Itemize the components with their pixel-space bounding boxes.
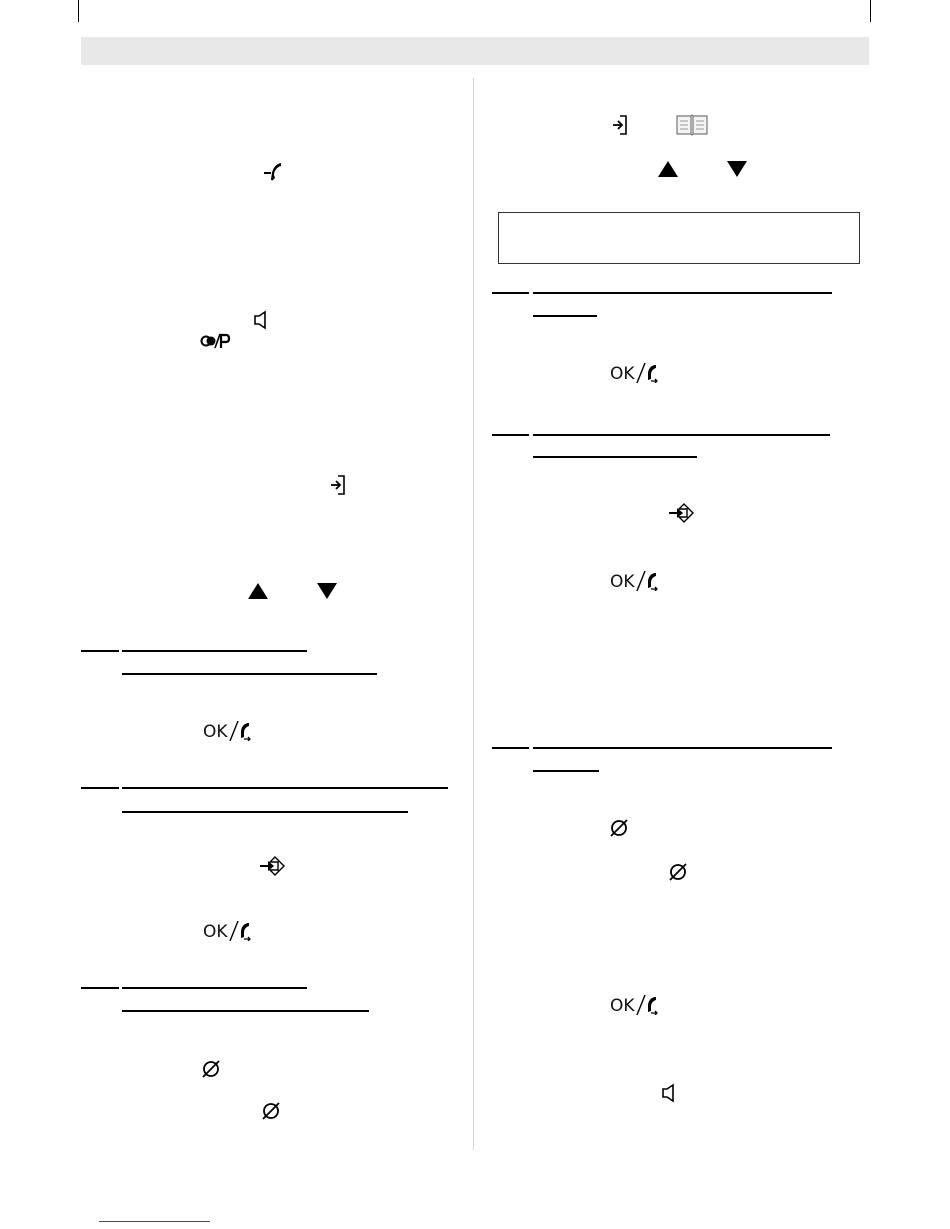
note-box [498, 212, 860, 264]
ok-label: OK [610, 364, 635, 384]
section-rule [122, 987, 307, 989]
speaker-icon [661, 1083, 679, 1103]
section-rule [122, 811, 408, 813]
arrow-up-icon [248, 583, 268, 599]
ok-label: OK [610, 572, 635, 592]
crop-mark [78, 0, 79, 22]
exit-menu-icon [612, 114, 628, 136]
clear-icon [608, 817, 630, 839]
ok-talk-icon [610, 571, 658, 591]
handset-icon [262, 162, 284, 182]
section-rule [122, 673, 377, 675]
ok-talk-icon [203, 721, 251, 741]
section-rule [122, 787, 448, 789]
section-rule [492, 747, 529, 749]
ok-talk-icon [610, 363, 658, 383]
section-rule [81, 787, 119, 789]
speaker-icon [253, 310, 271, 330]
section-rule [122, 650, 307, 652]
enter-icon [258, 854, 288, 878]
section-rule [533, 315, 597, 317]
crop-mark [870, 0, 871, 22]
section-rule [492, 292, 529, 294]
ok-label: OK [610, 996, 635, 1016]
enter-icon [667, 501, 697, 525]
section-rule [122, 1010, 369, 1012]
section-rule [533, 456, 697, 458]
clear-icon [200, 1058, 222, 1080]
exit-menu-icon [330, 474, 346, 496]
page-header-band [81, 37, 869, 65]
ok-label: OK [203, 722, 228, 742]
ok-talk-icon [610, 995, 658, 1015]
section-rule [533, 292, 832, 294]
arrow-down-icon [317, 583, 337, 599]
ok-label: OK [203, 922, 228, 942]
section-rule [533, 747, 832, 749]
arrow-up-icon [658, 161, 678, 177]
section-rule [533, 434, 830, 436]
phonebook-icon [675, 112, 709, 138]
column-divider [473, 78, 474, 1150]
section-rule [533, 770, 599, 772]
ok-talk-icon [203, 921, 251, 941]
clear-icon [667, 861, 689, 883]
footer-link-underline [99, 1221, 210, 1222]
arrow-down-icon [727, 161, 747, 177]
section-rule [81, 650, 119, 652]
section-rule [81, 987, 119, 989]
section-rule [492, 434, 529, 436]
redial-pause-icon [201, 333, 231, 349]
clear-icon [260, 1100, 282, 1122]
